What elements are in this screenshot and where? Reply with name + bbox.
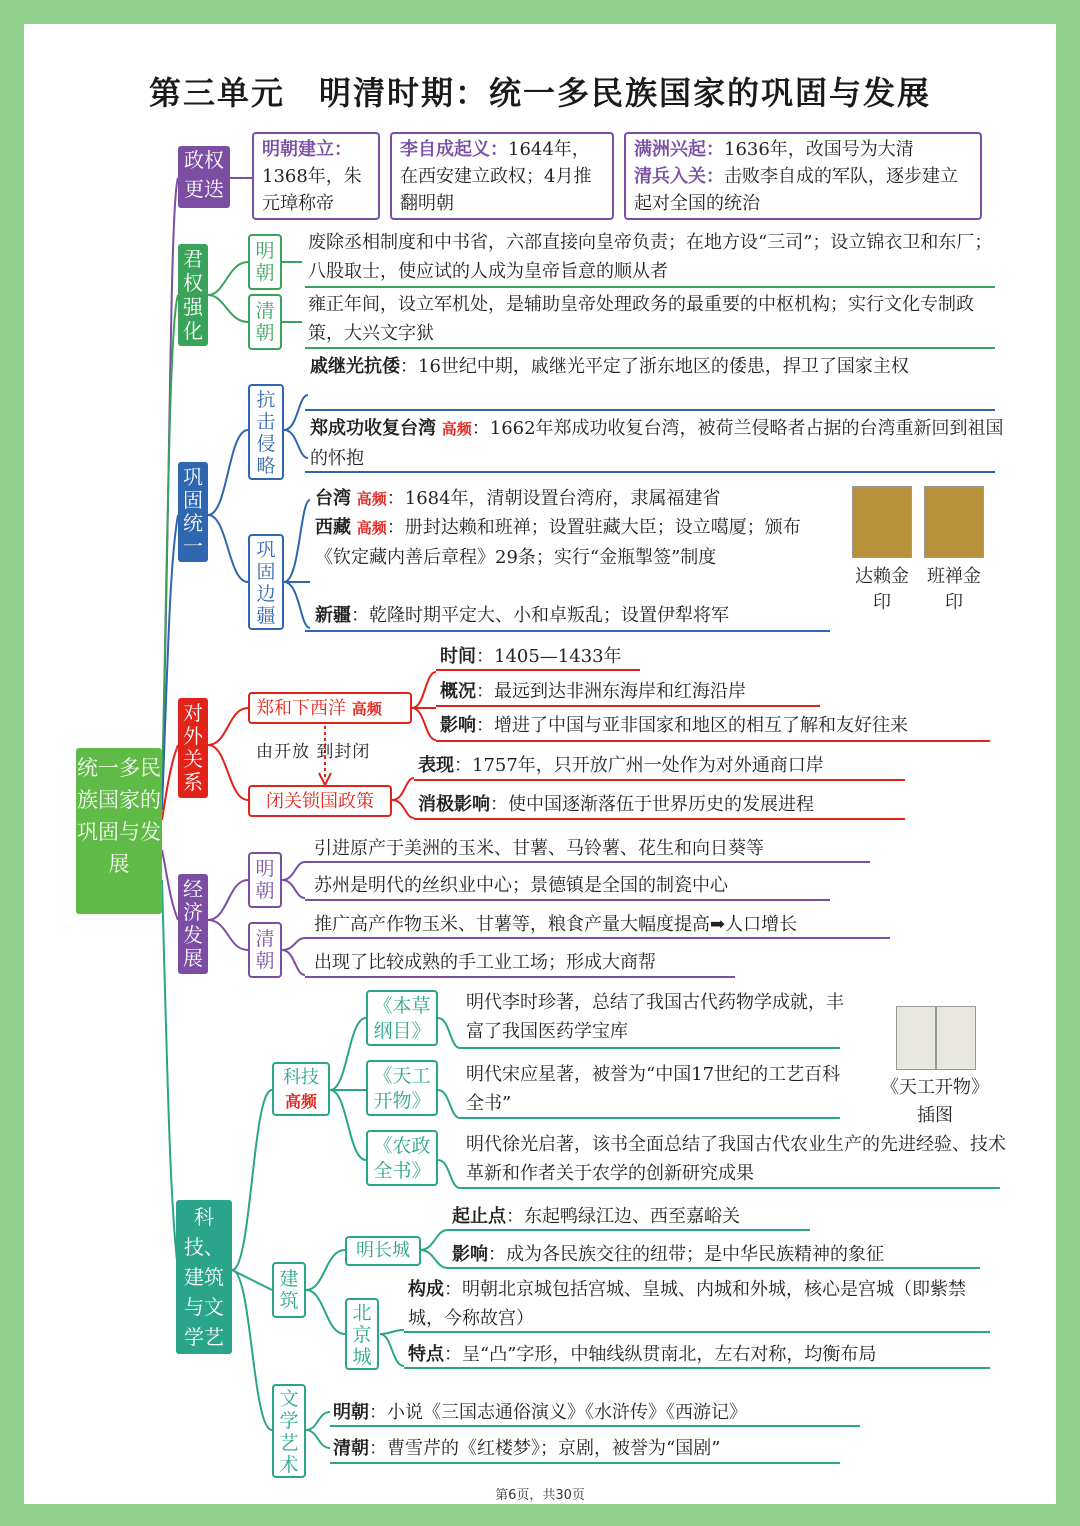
manchu-rise-head: 满洲兴起：: [634, 139, 724, 160]
tag-science-tech: [272, 1062, 330, 1116]
endpoints-head: 起止点: [452, 1206, 506, 1227]
ming-power-text: 废除丞相制度和中书省，六部直接向皇帝负责；在地方设“三司”；设立锦衣卫和东厂；八股取士，使应试的人成为皇帝旨意的顺从者: [308, 232, 993, 282]
open-to-closed-label: 由开放 到封闭: [256, 742, 371, 762]
negative-impact-head: 消极影响: [418, 794, 490, 815]
closed-door-manifestation: [418, 751, 918, 780]
tibet-head: 西藏: [315, 517, 351, 538]
category-consolidate-unity: 巩固统一: [178, 462, 208, 562]
qi-jiguang-text: ：16世纪中期，戚继光平定了浙东地区的倭患，捍卫了国家主权: [400, 356, 909, 377]
manifestation-head: 表现: [418, 755, 454, 776]
tiangong-illustration-caption: 《天工开物》插图: [881, 1077, 989, 1126]
tiangong-illustration-left: [896, 1006, 936, 1070]
high-frequency-badge: 高频: [356, 490, 387, 508]
ming-literature-head: 明朝: [333, 1402, 369, 1423]
time-head: 时间: [440, 646, 476, 667]
dalai-seal-image: [852, 486, 912, 558]
impact-head: 影响: [440, 715, 476, 736]
zheng-chenggong-text: ：1662年郑成功收复台湾，被荷兰侵略者占据的台湾重新回到祖国的怀抱: [310, 418, 1004, 469]
zheng-he-impact: [440, 711, 1000, 740]
manifestation-text: ：1757年，只开放广州一处作为对外通商口岸: [454, 755, 824, 776]
tag-literature-arts: 文学艺术: [272, 1384, 306, 1478]
overview-head: 概况: [440, 681, 476, 702]
tag-consolidate-frontier: 巩固边疆: [248, 534, 284, 630]
features-head: 特点: [408, 1344, 444, 1365]
features-text: ：呈“凸”字形，中轴线纵贯南北，左右对称，均衡布局: [444, 1344, 877, 1365]
ming-economy-industry: 苏州是明代的丝织业中心；景德镇是全国的制瓷中心: [314, 875, 728, 896]
tag-resist-invasion: 抗击侵略: [248, 384, 284, 480]
tag-qing-economy: 清朝: [248, 922, 282, 978]
panchen-seal-image: [924, 486, 984, 558]
ming-founding-text: 1368年，朱元璋称帝: [262, 166, 362, 214]
high-frequency-badge: 高频: [351, 700, 382, 718]
beijing-composition: [408, 1275, 998, 1333]
qi-jiguang-head: 戚继光抗倭: [310, 356, 400, 377]
science-tech-label: 科技: [283, 1067, 319, 1088]
tag-great-wall: 明长城: [345, 1236, 421, 1266]
closed-door-negative-impact: [418, 790, 918, 819]
tiangong-illustration-right: [936, 1006, 976, 1070]
high-frequency-badge: 高频: [284, 1092, 317, 1111]
category-power-centralization: 君权强化: [178, 244, 208, 346]
qing-economy-industry: 出现了比较成熟的手工业工场；形成大商帮: [314, 952, 656, 973]
li-zicheng-text: 1644年，在西安建立政权；4月推翻明朝: [400, 139, 592, 214]
box-ming-founding: [252, 132, 380, 220]
zheng-chenggong-head: 郑成功收复台湾: [310, 418, 436, 439]
tibet-item: [315, 513, 835, 572]
page-footer: 第6页，共30页: [495, 1488, 585, 1503]
taiwan-head: 台湾: [315, 488, 351, 509]
qing-literature-head: 清朝: [333, 1438, 369, 1459]
zheng-he-time: [440, 642, 840, 671]
negative-impact-text: ：使中国逐渐落伍于世界历史的发展进程: [490, 794, 814, 815]
qi-jiguang-item: [310, 352, 1000, 381]
category-foreign-relations: 对外关系: [178, 698, 208, 798]
endpoints-text: ：东起鸭绿江边、西至嘉峪关: [506, 1206, 740, 1227]
ming-economy-crops: 引进原产于美洲的玉米、甘薯、马铃薯、花生和向日葵等: [314, 838, 764, 859]
great-wall-impact-head: 影响: [452, 1244, 488, 1265]
taiwan-item: [315, 484, 835, 514]
panchen-seal-caption: 班禅金印: [927, 566, 981, 613]
ming-literature: [333, 1398, 893, 1427]
time-text: ：1405—1433年: [476, 646, 622, 667]
tag-bencao-gangmu: 《本草纲目》: [366, 990, 438, 1046]
impact-text: ：增进了中国与亚非国家和地区的相互了解和友好往来: [476, 715, 908, 736]
qing-literature: [333, 1434, 893, 1463]
taiwan-text: ：1684年，清朝设置台湾府，隶属福建省: [386, 488, 721, 509]
composition-text: ：明朝北京城包括宫城、皇城、内城和外城，核心是宫城（即紫禁城，今称故宫）: [408, 1279, 966, 1329]
tag-beijing-city: 北京城: [345, 1298, 379, 1370]
beijing-features: [408, 1340, 998, 1369]
ming-literature-text: ：小说《三国志通俗演义》《水浒传》《西游记》: [369, 1402, 747, 1423]
box-qing-rise: [624, 132, 982, 220]
xinjiang-text: ：乾隆时期平定大、小和卓叛乱；设置伊犁将军: [351, 605, 729, 626]
tag-closed-door-policy: 闭关锁国政策: [248, 785, 392, 817]
high-frequency-badge: 高频: [441, 420, 472, 438]
box-li-zicheng: [390, 132, 614, 220]
great-wall-endpoints: [452, 1202, 852, 1231]
qing-power-text: 雍正年间，设立军机处，是辅助皇帝处理政务的最重要的中枢机构；实行文化专制政策，大兴文字狱: [308, 294, 974, 344]
tag-nongzheng-quanshu: 《农政全书》: [366, 1130, 438, 1186]
high-frequency-badge: 高频: [356, 519, 387, 537]
zheng-chenggong-item: [310, 414, 1005, 473]
qing-entry-head: 清兵入关：: [634, 166, 724, 187]
page-title: 第三单元 明清时期：统一多民族国家的巩固与发展: [148, 74, 931, 112]
qing-economy-crops: 推广高产作物玉米、甘薯等，粮食产量大幅度提高➡人口增长: [314, 914, 798, 935]
great-wall-impact: [452, 1240, 992, 1269]
xinjiang-item: [315, 601, 835, 630]
category-economic-development: 经济发展: [178, 874, 208, 974]
overview-text: ：最远到达非洲东海岸和红海沿岸: [476, 681, 746, 702]
tag-ming-economy: 明朝: [248, 852, 282, 908]
nongzheng-quanshu-text: 明代徐光启著，该书全面总结了我国古代农业生产的先进经验、技术革新和作者关于农学的创新研究成果: [466, 1134, 1006, 1184]
category-science-architecture-arts: 科技、建筑与文学艺术: [176, 1200, 232, 1354]
tiangong-kaiwu-text: 明代宋应星著，被誉为“中国17世纪的工艺百科全书”: [466, 1064, 841, 1114]
root-node: 统一多民族国家的巩固与发展: [76, 748, 162, 914]
tag-architecture: 建筑: [272, 1262, 306, 1318]
tag-zheng-he-voyages: [248, 692, 412, 724]
zheng-he-overview: [440, 677, 940, 706]
tag-ming-dynasty: 明朝: [248, 234, 282, 290]
xinjiang-head: 新疆: [315, 605, 351, 626]
category-regime-change: 政权更迭: [178, 146, 230, 208]
li-zicheng-head: 李自成起义：: [400, 139, 508, 160]
tag-tiangong-kaiwu: 《天工开物》: [366, 1060, 438, 1116]
qing-literature-text: ：曹雪芹的《红楼梦》；京剧，被誉为“国剧”: [369, 1438, 721, 1459]
tibet-text: ：册封达赖和班禅；设置驻藏大臣；设立噶厦；颁布《钦定藏内善后章程》29条；实行“金瓶掣签”制度: [315, 517, 801, 568]
dalai-seal-caption: 达赖金印: [855, 566, 909, 613]
composition-head: 构成: [408, 1279, 444, 1300]
great-wall-impact-text: ：成为各民族交往的纽带；是中华民族精神的象征: [488, 1244, 884, 1265]
tag-qing-dynasty: 清朝: [248, 294, 282, 350]
zheng-he-label: 郑和下西洋: [256, 698, 346, 719]
bencao-gangmu-text: 明代李时珍著，总结了我国古代药物学成就，丰富了我国医药学宝库: [466, 992, 844, 1042]
ming-founding-head: 明朝建立：: [262, 139, 352, 160]
qing-entry-text: 击败李自成的军队，逐步建立起对全国的统治: [634, 166, 958, 214]
manchu-rise-text: 1636年，改国号为大清: [724, 139, 914, 160]
